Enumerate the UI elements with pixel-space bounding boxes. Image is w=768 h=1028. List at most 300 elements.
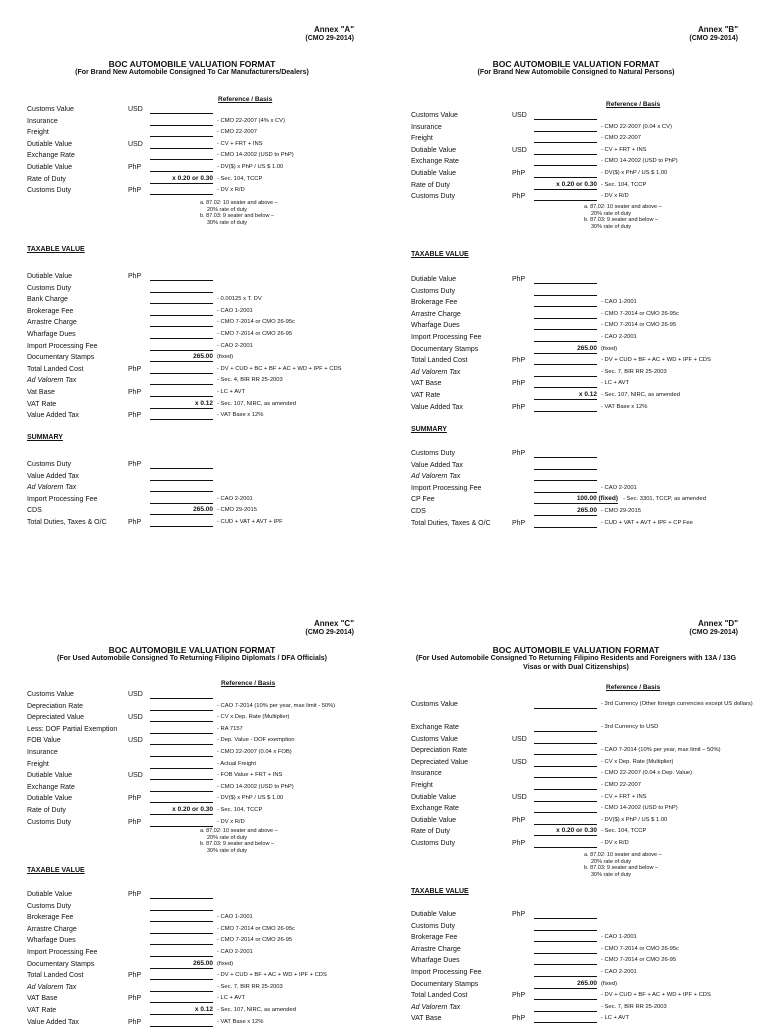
row-value-field[interactable] xyxy=(150,364,213,374)
form-row xyxy=(411,460,764,471)
annex-d-page xyxy=(384,512,768,1024)
row-label: Customs Duty xyxy=(411,287,455,295)
form-row xyxy=(411,133,764,144)
row-reference: - CAO 2-2001 xyxy=(601,334,637,340)
row-reference: - CMO 7-2014 or CMO 26-95 xyxy=(601,322,677,329)
form-row xyxy=(27,959,380,970)
row-value-field[interactable] xyxy=(534,1013,597,1023)
row-reference: - DV($) x PhP / US $ 1.00 xyxy=(601,170,668,176)
row-reference: - CMO 7-2014 or CMO 26-95c xyxy=(601,310,679,317)
reference-basis-heading: Reference / Basis xyxy=(606,684,661,691)
form-row xyxy=(27,174,380,185)
row-reference: - CV + FRT + INS xyxy=(217,140,263,147)
row-currency: PhP xyxy=(128,795,142,803)
annex-c-page xyxy=(0,512,384,1024)
row-value-field[interactable] xyxy=(150,982,213,992)
row-value-field[interactable] xyxy=(150,306,213,316)
form-row xyxy=(411,699,764,710)
row-label: Rate of Duty xyxy=(411,828,450,836)
form-row xyxy=(27,459,380,470)
form-row xyxy=(411,838,764,849)
row-value-field[interactable] xyxy=(150,935,213,945)
row-label: Freight xyxy=(411,135,433,143)
reference-basis-heading: Reference / Basis xyxy=(606,101,661,108)
row-reference: - Sec. 104, TCCP xyxy=(601,828,647,835)
row-value-field[interactable] xyxy=(534,355,597,365)
form-row xyxy=(411,483,764,494)
form-row xyxy=(27,947,380,958)
row-value-field[interactable] xyxy=(150,271,213,281)
row-reference: - CAO 1-2001 xyxy=(217,307,253,314)
row-label: Customs Value xyxy=(27,106,74,113)
form-row xyxy=(411,955,764,966)
row-value-field[interactable]: x 0.12 xyxy=(150,1005,213,1015)
row-label: Arrastre Charge xyxy=(411,310,461,318)
form-row xyxy=(27,1017,380,1028)
taxable-value-heading: TAXABLE VALUE xyxy=(27,246,85,253)
form-row xyxy=(27,982,380,993)
row-value-field[interactable] xyxy=(534,297,597,307)
row-reference: - CAO 2-2001 xyxy=(601,484,637,491)
row-value-field[interactable] xyxy=(150,150,213,160)
row-value-field[interactable] xyxy=(534,133,597,143)
row-label: Dutiable Value xyxy=(27,140,73,148)
row-currency: USD xyxy=(512,793,527,801)
row-value-field[interactable] xyxy=(534,699,597,709)
row-value-field[interactable] xyxy=(150,712,213,722)
row-value-field[interactable] xyxy=(150,283,213,293)
form-title: BOC AUTOMOBILE VALUATION FORMAT xyxy=(492,59,660,69)
form-row xyxy=(411,979,764,990)
row-value-field[interactable] xyxy=(150,317,213,327)
row-value-field[interactable]: 265.00 xyxy=(534,506,597,516)
row-value-field[interactable] xyxy=(150,104,213,114)
row-value-field[interactable] xyxy=(150,901,213,911)
row-value-field[interactable] xyxy=(150,329,213,339)
row-value-field[interactable] xyxy=(534,471,597,481)
form-row xyxy=(27,127,380,138)
row-reference: - CAO 2-2001 xyxy=(601,969,637,975)
duty-note-b-rate: 30% rate of duty xyxy=(207,219,248,226)
row-value-field[interactable] xyxy=(534,944,597,954)
duty-note-a: a. 87.02: 10 seater and above – xyxy=(584,204,662,210)
row-reference: - Sec. 107, NIRC, as amended xyxy=(217,1007,296,1013)
row-value-field[interactable] xyxy=(150,735,213,745)
form-row xyxy=(411,191,764,202)
form-row xyxy=(27,817,380,828)
row-reference: - LC + AVT xyxy=(601,380,630,387)
row-reference: - DV($) x PhP / US $ 1.00 xyxy=(601,816,668,823)
row-currency: USD xyxy=(128,140,143,148)
row-value-field[interactable] xyxy=(534,332,597,342)
duty-note-b: b. 87.03: 9 seater and below – xyxy=(584,865,658,871)
form-row xyxy=(27,1005,380,1016)
row-value-field[interactable] xyxy=(150,162,213,172)
row-value-field[interactable] xyxy=(534,483,597,493)
row-value-field[interactable] xyxy=(534,780,597,790)
row-reference: - DV x R/D xyxy=(217,818,245,825)
row-reference: - Sec. 3301, TCCP, as amended xyxy=(623,496,706,503)
row-label: Customs Duty xyxy=(411,193,455,201)
row-reference: - VAT Base x 12% xyxy=(217,412,264,419)
row-reference: (fixed) xyxy=(601,980,618,987)
row-value-field[interactable]: x 0.12 xyxy=(150,399,213,409)
annex-cmo: (CMO 29-2014) xyxy=(305,629,354,636)
form-row xyxy=(27,701,380,712)
form-row xyxy=(27,805,380,816)
row-label: VAT Rate xyxy=(411,392,441,399)
form-row xyxy=(27,793,380,804)
row-value-field[interactable]: x 0.20 or 0.30 xyxy=(150,174,213,184)
row-value-field[interactable] xyxy=(534,815,597,825)
row-reference: - VAT Base x 12% xyxy=(601,403,648,410)
form-row xyxy=(411,815,764,826)
row-value-field[interactable] xyxy=(150,127,213,137)
row-label: CDS xyxy=(27,507,42,515)
row-reference: - CAO 2-2001 xyxy=(217,949,253,955)
row-label: Exchange Rate xyxy=(27,783,75,791)
row-value-field[interactable] xyxy=(534,110,597,120)
form-row xyxy=(411,768,764,779)
row-value-field[interactable] xyxy=(534,745,597,755)
row-currency: USD xyxy=(128,106,143,113)
row-value-field[interactable]: 265.00 xyxy=(150,959,213,969)
row-label: Documentary Stamps xyxy=(27,354,95,362)
row-reference: - CMO 7-2014 or CMO 26-95c xyxy=(601,945,679,952)
row-reference: - CMO 22-2007 xyxy=(601,782,641,788)
row-reference: - CV + FRT + INS xyxy=(601,793,647,800)
row-currency: PhP xyxy=(512,276,526,283)
row-value-field[interactable] xyxy=(534,309,597,319)
annex-cmo: (CMO 29-2014) xyxy=(305,35,354,42)
row-value-field[interactable] xyxy=(150,724,213,734)
row-currency: PhP xyxy=(128,389,142,396)
row-reference: - LC + AVT xyxy=(601,1015,630,1022)
duty-rate-notes xyxy=(584,204,744,230)
row-value-field[interactable]: 100.00 (fixed) xyxy=(534,494,618,504)
row-label: Dutiable Value xyxy=(27,891,73,898)
row-currency: PhP xyxy=(512,816,526,824)
row-value-field[interactable] xyxy=(534,448,597,458)
form-row xyxy=(411,122,764,133)
row-label: Customs Duty xyxy=(27,461,71,468)
form-row xyxy=(27,471,380,482)
row-currency: PhP xyxy=(128,412,142,420)
row-value-field[interactable] xyxy=(150,970,213,980)
row-label: VAT Rate xyxy=(27,1007,57,1014)
row-value-field[interactable] xyxy=(150,889,213,899)
row-label: Total Landed Cost xyxy=(27,365,84,373)
form-row xyxy=(27,271,380,282)
row-value-field[interactable] xyxy=(150,770,213,780)
form-row xyxy=(27,993,380,1004)
row-label: Dutiable Value xyxy=(411,276,457,283)
row-value-field[interactable] xyxy=(150,689,213,699)
row-label: Total Landed Cost xyxy=(411,357,468,365)
row-reference: - CMO 22-2007 (4% x CV) xyxy=(217,117,285,124)
row-label: Dutiable Value xyxy=(411,911,457,918)
row-reference: - CAO 1-2001 xyxy=(601,934,637,941)
row-currency: PhP xyxy=(512,911,526,918)
row-reference: - CV x Dep. Rate (Multiplier) xyxy=(601,758,674,765)
form-subtitle: (For Used Automobile Consigned To Returning Filipino Diplomats / DFA Officials) xyxy=(56,655,328,662)
row-reference: - DV + CUD + BF + AC + WD + IPF + CDS xyxy=(601,357,711,364)
annex-a-page xyxy=(0,0,384,526)
row-reference: - Sec. 104, TCCP xyxy=(217,807,263,813)
row-label: Value Added Tax xyxy=(27,412,79,420)
row-value-field[interactable] xyxy=(150,701,213,711)
form-row xyxy=(27,116,380,127)
row-label: Dutiable Value xyxy=(27,772,73,780)
duty-note-b: b. 87.03: 9 seater and below – xyxy=(200,841,274,847)
row-reference: - CMO 14-2002 (USD to PhP) xyxy=(217,783,294,790)
row-value-field[interactable] xyxy=(534,734,597,744)
row-reference: - DV x R/D xyxy=(601,193,629,200)
row-value-field[interactable] xyxy=(150,185,213,195)
form-row xyxy=(27,494,380,505)
row-value-field[interactable] xyxy=(150,482,213,492)
form-row xyxy=(411,355,764,366)
row-value-field[interactable] xyxy=(534,191,597,201)
row-currency: PhP xyxy=(512,403,526,411)
row-value-field[interactable] xyxy=(150,116,213,126)
row-value-field[interactable]: x 0.20 or 0.30 xyxy=(534,826,597,836)
row-value-field[interactable]: x 0.20 or 0.30 xyxy=(534,180,597,190)
row-currency: PhP xyxy=(512,357,526,365)
row-value-field[interactable]: 265.00 xyxy=(150,352,213,362)
row-value-field[interactable] xyxy=(534,145,597,155)
row-value-field[interactable] xyxy=(534,122,597,132)
row-label: Ad Valorem Tax xyxy=(27,983,77,991)
form-row xyxy=(27,185,380,196)
form-row xyxy=(27,482,380,493)
row-label: Ad Valorem Tax xyxy=(27,484,77,492)
row-label: Customs Value xyxy=(411,735,458,743)
row-value-field[interactable] xyxy=(534,367,597,377)
form-row xyxy=(411,967,764,978)
row-reference: - Actual Freight xyxy=(217,760,256,767)
row-currency: USD xyxy=(128,691,143,698)
form-row xyxy=(411,274,764,285)
row-reference: - Sec. 7, BIR RR 25-2003 xyxy=(217,983,283,990)
row-value-field[interactable] xyxy=(150,139,213,149)
row-reference: - CMO 22-2007 (0.04 x Dep. Value) xyxy=(601,770,693,777)
row-label: Exchange Rate xyxy=(411,158,459,166)
row-label: Dutiable Value xyxy=(27,273,73,280)
row-label: Exchange Rate xyxy=(27,152,75,160)
row-value-field[interactable] xyxy=(150,817,213,827)
row-value-field[interactable] xyxy=(534,168,597,178)
row-currency: PhP xyxy=(512,840,526,847)
row-value-field[interactable]: x 0.12 xyxy=(534,390,597,400)
duty-note-a-rate: 20% rate of duty xyxy=(591,210,632,217)
form-row xyxy=(411,390,764,401)
form-row xyxy=(411,286,764,297)
row-value-field[interactable] xyxy=(150,375,213,385)
form-row xyxy=(27,341,380,352)
form-row xyxy=(27,317,380,328)
row-label: VAT Base xyxy=(411,1015,442,1023)
row-value-field[interactable]: 265.00 xyxy=(534,344,597,354)
row-value-field[interactable] xyxy=(534,967,597,977)
row-value-field[interactable] xyxy=(150,759,213,769)
row-value-field[interactable] xyxy=(534,378,597,388)
row-reference: - CV x Dep. Rate (Multiplier) xyxy=(217,714,290,721)
row-value-field[interactable] xyxy=(534,274,597,284)
row-value-field[interactable] xyxy=(150,747,213,757)
row-label: Import Processing Fee xyxy=(411,334,482,341)
row-value-field[interactable] xyxy=(534,286,597,296)
duty-note-b: b. 87.03: 9 seater and below – xyxy=(584,217,658,223)
row-label: VAT Base xyxy=(411,380,442,388)
row-value-field[interactable] xyxy=(150,912,213,922)
row-value-field[interactable] xyxy=(150,410,213,420)
duty-rate-notes xyxy=(200,828,360,854)
row-currency: PhP xyxy=(512,450,526,457)
row-value-field[interactable] xyxy=(150,459,213,469)
row-value-field[interactable] xyxy=(534,955,597,965)
reference-basis-heading: Reference / Basis xyxy=(221,680,276,687)
row-value-field[interactable] xyxy=(534,909,597,919)
row-label: Import Processing Fee xyxy=(27,342,98,350)
form-row xyxy=(411,168,764,179)
form-row xyxy=(27,747,380,758)
row-reference: - FOB Value + FRT + INS xyxy=(217,772,283,779)
row-value-field[interactable] xyxy=(534,757,597,767)
row-value-field[interactable] xyxy=(150,294,213,304)
row-value-field[interactable] xyxy=(150,341,213,351)
row-value-field[interactable]: 265.00 xyxy=(150,505,213,515)
row-label: Dutiable Value xyxy=(411,170,457,177)
form-row xyxy=(411,145,764,156)
form-row xyxy=(27,724,380,735)
row-reference: - Sec. 7, BIR RR 25-2003 xyxy=(601,368,667,375)
form-row xyxy=(411,448,764,459)
form-row xyxy=(27,759,380,770)
row-value-field[interactable] xyxy=(534,803,597,813)
row-label: Rate of Duty xyxy=(411,181,450,189)
duty-note-a: a. 87.02: 10 seater and above – xyxy=(200,200,278,206)
annex-title: Annex "B" xyxy=(697,25,738,34)
row-value-field[interactable]: x 0.20 or 0.30 xyxy=(150,805,213,815)
form-row xyxy=(411,378,764,389)
form-row xyxy=(27,912,380,923)
row-reference: - LC + AVT xyxy=(217,995,246,1002)
form-row xyxy=(27,364,380,375)
row-value-field[interactable] xyxy=(534,320,597,330)
row-currency: USD xyxy=(128,772,143,780)
row-label: Insurance xyxy=(27,117,58,125)
row-value-field[interactable] xyxy=(534,460,597,470)
row-reference: - VAT Base x 12% xyxy=(217,1018,264,1025)
row-label: Customs Value xyxy=(411,112,458,119)
row-currency: USD xyxy=(512,112,527,119)
row-label: Value Added Tax xyxy=(27,1018,79,1026)
row-label: Depreciation Rate xyxy=(411,747,468,755)
duty-note-b-rate: 30% rate of duty xyxy=(207,847,248,854)
form-row xyxy=(411,909,764,920)
annex-title: Annex "D" xyxy=(697,619,738,628)
row-value-field[interactable] xyxy=(534,722,597,732)
row-reference: - CAO 2-2001 xyxy=(217,495,253,502)
row-currency: PhP xyxy=(512,380,526,388)
form-row xyxy=(27,770,380,781)
row-value-field[interactable] xyxy=(150,993,213,1003)
duty-note-b-rate: 30% rate of duty xyxy=(591,871,632,878)
row-value-field[interactable] xyxy=(150,471,213,481)
form-row xyxy=(27,162,380,173)
row-label: Rate of Duty xyxy=(27,807,66,814)
row-value-field[interactable] xyxy=(534,402,597,412)
row-value-field[interactable] xyxy=(150,947,213,957)
row-reference: (fixed) xyxy=(217,960,234,967)
row-label: Brokerage Fee xyxy=(411,299,458,307)
row-currency: PhP xyxy=(128,891,142,898)
taxable-value-heading: TAXABLE VALUE xyxy=(27,867,85,874)
row-value-field[interactable] xyxy=(534,990,597,1000)
row-currency: USD xyxy=(512,758,527,766)
row-reference: - DV($) x PhP / US $ 1.00 xyxy=(217,164,284,170)
row-value-field[interactable] xyxy=(534,921,597,931)
form-row xyxy=(411,1002,764,1013)
duty-note-b-rate: 30% rate of duty xyxy=(591,223,632,230)
row-currency: PhP xyxy=(128,187,142,195)
row-value-field[interactable] xyxy=(150,494,213,504)
row-reference: - CAO 7-2014 (10% per year, max limit - 50%) xyxy=(217,702,336,709)
row-value-field[interactable] xyxy=(534,792,597,802)
row-reference: - CAO 1-2001 xyxy=(217,914,253,921)
form-row xyxy=(411,944,764,955)
row-value-field[interactable] xyxy=(534,768,597,778)
row-value-field[interactable] xyxy=(150,924,213,934)
row-label: Depreciation Rate xyxy=(27,702,84,710)
row-label: Ad Valorem Tax xyxy=(27,377,77,385)
row-value-field[interactable] xyxy=(150,1017,213,1027)
row-label: VAT Base xyxy=(27,995,58,1003)
row-label: Insurance xyxy=(27,749,58,756)
row-reference: - CMO 22-2007 (0.04 x FOB) xyxy=(217,749,292,755)
row-reference: - LC + AVT xyxy=(217,389,246,395)
row-value-field[interactable] xyxy=(150,782,213,792)
duty-note-a: a. 87.02: 10 seater and above – xyxy=(200,828,278,834)
row-label: Dutiable Value xyxy=(27,164,73,171)
form-row xyxy=(411,156,764,167)
row-value-field[interactable]: 265.00 xyxy=(534,979,597,989)
form-row xyxy=(411,826,764,837)
row-label: Bank Charge xyxy=(27,296,68,304)
row-value-field[interactable] xyxy=(534,156,597,166)
row-value-field[interactable] xyxy=(534,1002,597,1012)
row-reference: - CMO 14-2002 (USD to PhP) xyxy=(601,158,678,165)
row-reference: - 3rd Currency (Other foreign currencies except US dollars) xyxy=(601,701,753,707)
form-subtitle: (For Brand New Automobile Consigned To Car Manufacturers/Dealers) xyxy=(75,69,309,76)
form-row xyxy=(27,410,380,421)
form-row xyxy=(411,494,764,505)
form-row xyxy=(27,924,380,935)
row-label: Customs Value xyxy=(411,701,458,708)
row-value-field[interactable] xyxy=(150,793,213,803)
row-value-field[interactable] xyxy=(150,387,213,397)
form-row xyxy=(27,139,380,150)
annex-cmo: (CMO 29-2014) xyxy=(689,35,738,42)
row-value-field[interactable] xyxy=(534,838,597,848)
row-label: Import Processing Fee xyxy=(411,484,482,492)
form-row xyxy=(411,1013,764,1024)
form-row xyxy=(27,712,380,723)
form-row xyxy=(27,352,380,363)
row-value-field[interactable] xyxy=(534,932,597,942)
row-label: Exchange Rate xyxy=(411,724,459,731)
